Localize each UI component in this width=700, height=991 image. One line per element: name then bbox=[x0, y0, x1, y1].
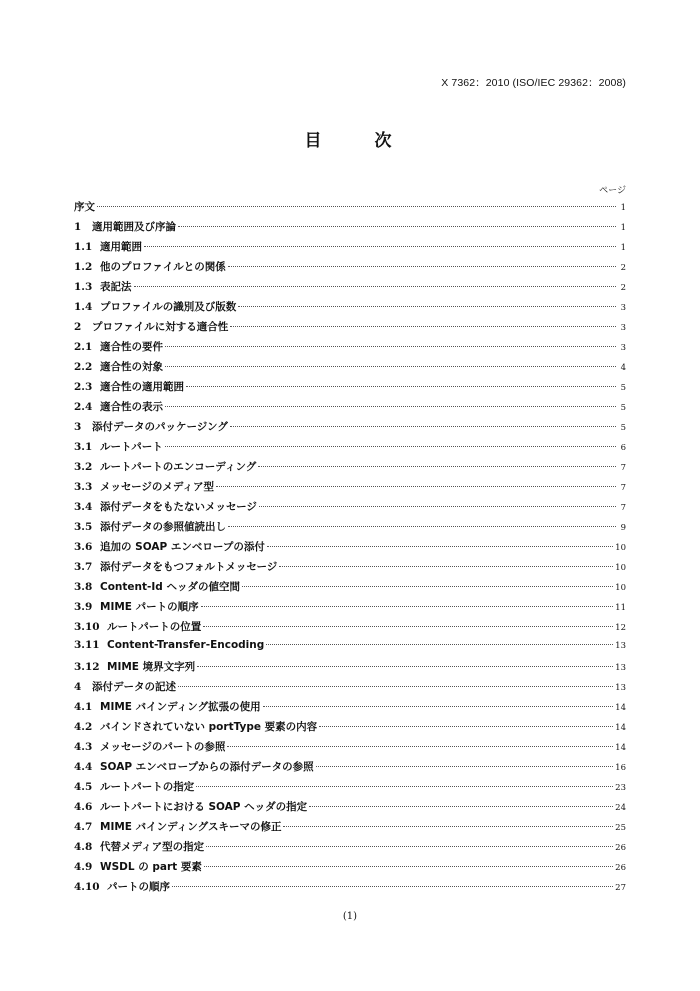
dot-leader bbox=[228, 526, 616, 527]
toc-entry bbox=[74, 839, 626, 859]
toc-entry bbox=[74, 359, 626, 379]
toc-entry bbox=[74, 619, 626, 639]
toc-entry-page: 23 bbox=[615, 783, 626, 793]
toc-entry-label: 添付データをもたないメッセージ bbox=[100, 501, 257, 513]
toc-entry bbox=[74, 599, 626, 619]
toc-entry-page: 10 bbox=[615, 543, 626, 553]
toc-entry bbox=[74, 819, 626, 839]
dot-leader bbox=[178, 686, 613, 687]
toc-entry-number: 1.2 bbox=[74, 261, 93, 273]
dot-leader bbox=[165, 346, 616, 347]
toc-entry-page: 27 bbox=[615, 883, 626, 893]
toc-entry-number: 2.2 bbox=[74, 361, 93, 373]
toc-entry-number: 4.1 bbox=[74, 701, 93, 713]
toc-entry-number: 3.1 bbox=[74, 441, 93, 453]
toc-entry-label: パートの順序 bbox=[107, 881, 170, 893]
toc-entry-number: 1 bbox=[74, 221, 82, 233]
toc-entry-number: 4.9 bbox=[74, 861, 93, 873]
toc-entry-page: 13 bbox=[615, 641, 626, 651]
dot-leader bbox=[196, 786, 613, 787]
toc-entry-label: 適合性の要件 bbox=[100, 341, 163, 353]
toc-entry bbox=[74, 279, 626, 299]
toc-entry-number: 4.5 bbox=[74, 781, 93, 793]
toc-entry-label: バインドされていない portType 要素の内容 bbox=[100, 721, 318, 733]
toc-entry-page: 26 bbox=[615, 843, 626, 853]
toc-entry-number: 4.2 bbox=[74, 721, 93, 733]
dot-leader bbox=[206, 846, 613, 847]
toc-entry bbox=[74, 559, 626, 579]
toc-entry bbox=[74, 779, 626, 799]
dot-leader bbox=[230, 326, 616, 327]
toc-entry-page: 10 bbox=[615, 563, 626, 573]
toc-entry-number: 4.3 bbox=[74, 741, 93, 753]
toc-entry-page: 3 bbox=[620, 303, 626, 313]
dot-leader bbox=[279, 566, 613, 567]
toc-entry bbox=[74, 679, 626, 699]
toc-entry-page: 4 bbox=[620, 363, 626, 373]
dot-leader bbox=[178, 226, 616, 227]
toc-entry-number: 3.6 bbox=[74, 541, 93, 553]
toc-entry-label: メッセージのメディア型 bbox=[100, 481, 215, 493]
toc-entry bbox=[74, 859, 626, 879]
toc-entry-label: ルートパートにおける SOAP ヘッダの指定 bbox=[100, 801, 308, 813]
toc-entry-number: 3.4 bbox=[74, 501, 93, 513]
toc-entry-page: 24 bbox=[615, 803, 626, 813]
toc-entry-page: 6 bbox=[620, 443, 626, 453]
toc-entry-number: 2 bbox=[74, 321, 82, 333]
dot-leader bbox=[197, 666, 613, 667]
dot-leader bbox=[165, 366, 616, 367]
toc-entry-page: 2 bbox=[620, 263, 626, 273]
dot-leader bbox=[283, 826, 613, 827]
dot-leader bbox=[165, 446, 616, 447]
toc-entry bbox=[74, 479, 626, 499]
dot-leader bbox=[227, 746, 613, 747]
toc-entry bbox=[74, 499, 626, 519]
toc-entry bbox=[74, 319, 626, 339]
toc-entry bbox=[74, 379, 626, 399]
toc-entry-page: 25 bbox=[615, 823, 626, 833]
toc-entry-page: 1 bbox=[620, 243, 626, 253]
toc-entry bbox=[74, 299, 626, 319]
toc-entry-number: 4.6 bbox=[74, 801, 93, 813]
toc-entry-page: 2 bbox=[620, 283, 626, 293]
toc-entry-page: 9 bbox=[620, 523, 626, 533]
dot-leader bbox=[266, 644, 613, 645]
toc-entry-label: メッセージのパートの参照 bbox=[100, 741, 226, 753]
toc-entry-number: 4.8 bbox=[74, 841, 93, 853]
toc-entry-number: 3.3 bbox=[74, 481, 93, 493]
dot-leader bbox=[134, 286, 617, 287]
toc-entry bbox=[74, 459, 626, 479]
toc-entry bbox=[74, 759, 626, 779]
dot-leader bbox=[309, 806, 613, 807]
toc-entry bbox=[74, 879, 626, 899]
toc-entry-number: 3.12 bbox=[74, 661, 100, 673]
toc-entry-page: 14 bbox=[615, 703, 626, 713]
dot-leader bbox=[242, 586, 613, 587]
dot-leader bbox=[203, 626, 613, 627]
dot-leader bbox=[172, 886, 613, 887]
toc-entry-page: 10 bbox=[615, 583, 626, 593]
toc-entry bbox=[74, 519, 626, 539]
toc-entry-label: 添付データのパッケージング bbox=[92, 421, 228, 433]
page-title: 目 次 bbox=[304, 131, 410, 151]
toc-entry-page: 5 bbox=[620, 403, 626, 413]
toc-entry bbox=[74, 659, 626, 679]
toc-entry-label: 適用範囲 bbox=[100, 241, 142, 253]
toc-entry-number: 3.5 bbox=[74, 521, 93, 533]
toc-entry bbox=[74, 259, 626, 279]
page-column-label: ページ bbox=[599, 186, 626, 196]
toc-entry-label: 適合性の適用範囲 bbox=[100, 381, 184, 393]
toc-entry-number: 2.4 bbox=[74, 401, 93, 413]
dot-leader bbox=[316, 766, 614, 767]
toc-entry-number: 4.7 bbox=[74, 821, 93, 833]
toc-entry-label: ルートパートのエンコーディング bbox=[100, 461, 257, 473]
dot-leader bbox=[228, 266, 616, 267]
toc-entry bbox=[74, 699, 626, 719]
toc-entry bbox=[74, 579, 626, 599]
toc-entry-label: MIME パートの順序 bbox=[100, 601, 199, 613]
toc-entry-number: 4 bbox=[74, 681, 82, 693]
dot-leader bbox=[216, 486, 616, 487]
toc-entry bbox=[74, 639, 626, 659]
toc-entry-label: プロファイルの識別及び版数 bbox=[100, 301, 237, 313]
toc-entry-label: Content-Id ヘッダの値空間 bbox=[100, 581, 240, 593]
toc-entry-page: 7 bbox=[620, 463, 626, 473]
dot-leader bbox=[97, 206, 616, 207]
toc-entry bbox=[74, 419, 626, 439]
dot-leader bbox=[259, 506, 616, 507]
toc-entry-label: 添付データの記述 bbox=[92, 681, 176, 693]
toc-entry-number: 1.1 bbox=[74, 241, 93, 253]
toc-entry bbox=[74, 739, 626, 759]
document-header: X 7362：2010 (ISO/IEC 29362：2008) bbox=[441, 77, 626, 89]
toc-entry-page: 5 bbox=[620, 423, 626, 433]
toc-entry bbox=[74, 339, 626, 359]
toc-entry-label: SOAP エンベロープからの添付データの参照 bbox=[100, 761, 314, 773]
table-of-contents bbox=[74, 199, 626, 899]
toc-entry-page: 12 bbox=[615, 623, 626, 633]
toc-entry-page: 13 bbox=[615, 683, 626, 693]
dot-leader bbox=[263, 706, 614, 707]
toc-entry-label: ルートパートの指定 bbox=[100, 781, 195, 793]
toc-entry-page: 14 bbox=[615, 743, 626, 753]
toc-entry-label: プロファイルに対する適合性 bbox=[92, 321, 229, 333]
toc-entry-label: ルートパート bbox=[100, 441, 163, 453]
toc-entry-number: 3.9 bbox=[74, 601, 93, 613]
toc-entry-number: 2.3 bbox=[74, 381, 93, 393]
toc-entry-number: 3.8 bbox=[74, 581, 93, 593]
toc-entry-label: MIME バインディングスキーマの修正 bbox=[100, 821, 282, 833]
toc-entry-number: 3.10 bbox=[74, 621, 100, 633]
dot-leader bbox=[165, 406, 616, 407]
toc-entry-label: 序文 bbox=[74, 201, 95, 213]
toc-entry-label: 他のプロファイルとの関係 bbox=[100, 261, 226, 273]
toc-entry-label: MIME 境界文字列 bbox=[107, 661, 196, 673]
toc-entry-number: 3.7 bbox=[74, 561, 93, 573]
toc-entry-page: 7 bbox=[620, 503, 626, 513]
page-number: (1) bbox=[342, 911, 358, 922]
toc-entry-label: ルートパートの位置 bbox=[107, 621, 202, 633]
dot-leader bbox=[258, 466, 616, 467]
toc-entry-number: 4.10 bbox=[74, 881, 100, 893]
dot-leader bbox=[267, 546, 613, 547]
toc-entry bbox=[74, 539, 626, 559]
toc-entry-page: 26 bbox=[615, 863, 626, 873]
dot-leader bbox=[319, 726, 613, 727]
dot-leader bbox=[238, 306, 616, 307]
toc-entry-page: 5 bbox=[620, 383, 626, 393]
toc-entry-label: WSDL の part 要素 bbox=[100, 861, 202, 873]
dot-leader bbox=[201, 606, 614, 607]
toc-entry-number: 1.4 bbox=[74, 301, 93, 313]
toc-entry-page: 16 bbox=[615, 763, 626, 773]
toc-entry-label: 追加の SOAP エンベロープの添付 bbox=[100, 541, 265, 553]
toc-entry-number: 3.11 bbox=[74, 639, 100, 651]
toc-entry bbox=[74, 219, 626, 239]
toc-entry-label: MIME バインディング拡張の使用 bbox=[100, 701, 261, 713]
toc-entry-label: 添付データの参照値読出し bbox=[100, 521, 226, 533]
dot-leader bbox=[144, 246, 616, 247]
toc-entry-number: 3.2 bbox=[74, 461, 93, 473]
dot-leader bbox=[204, 866, 613, 867]
toc-entry-page: 11 bbox=[615, 603, 626, 613]
toc-entry-number: 2.1 bbox=[74, 341, 93, 353]
toc-entry bbox=[74, 719, 626, 739]
toc-entry-number: 3 bbox=[74, 421, 82, 433]
toc-entry bbox=[74, 799, 626, 819]
toc-entry-label: 適用範囲及び序論 bbox=[92, 221, 176, 233]
toc-entry-page: 3 bbox=[620, 343, 626, 353]
toc-entry-page: 3 bbox=[620, 323, 626, 333]
toc-entry bbox=[74, 439, 626, 459]
toc-entry-page: 7 bbox=[620, 483, 626, 493]
toc-entry-label: 適合性の対象 bbox=[100, 361, 163, 373]
toc-entry-label: Content-Transfer-Encoding bbox=[107, 639, 265, 651]
toc-entry-page: 13 bbox=[615, 663, 626, 673]
toc-entry-label: 添付データをもつフォルトメッセージ bbox=[100, 561, 278, 573]
dot-leader bbox=[186, 386, 616, 387]
toc-entry-number: 1.3 bbox=[74, 281, 93, 293]
toc-entry bbox=[74, 199, 626, 219]
toc-entry-page: 14 bbox=[615, 723, 626, 733]
toc-entry bbox=[74, 399, 626, 419]
toc-entry-page: 1 bbox=[620, 203, 626, 213]
dot-leader bbox=[230, 426, 616, 427]
toc-entry bbox=[74, 239, 626, 259]
toc-entry-page: 1 bbox=[620, 223, 626, 233]
toc-entry-label: 適合性の表示 bbox=[100, 401, 163, 413]
toc-entry-label: 表記法 bbox=[100, 281, 132, 293]
toc-entry-number: 4.4 bbox=[74, 761, 93, 773]
toc-entry-label: 代替メディア型の指定 bbox=[100, 841, 205, 853]
